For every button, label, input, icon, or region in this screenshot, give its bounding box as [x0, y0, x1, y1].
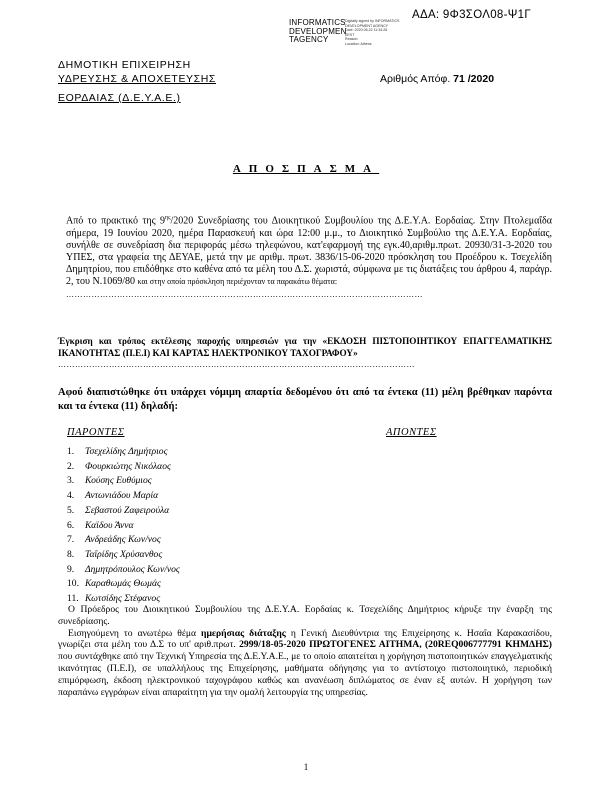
intro-sup: ης: [164, 215, 171, 221]
decision-number: [380, 73, 494, 85]
list-item: 1. Τσεχελίδης Δημήτριος: [67, 446, 168, 457]
signature-line: TAGENCY: [289, 35, 329, 45]
list-item: 5. Σεβαστού Ζαφειρούλα: [67, 504, 170, 516]
closing-p1: Ο Πρόεδρος του Διοικητικού Συμβουλίου της Δ.Ε.Υ.Α. Εορδαίας κ. Τσεχελίδης Δημήτριος κήρυξε την έναρξη της συνεδρίασης.: [58, 604, 552, 627]
intro-part1: Από το πρακτικό της 9: [66, 215, 165, 227]
list-item: 3. Κούσης Ευθύμιος: [67, 475, 152, 487]
organization-line-3: ΕΟΡΔΑΙΑΣ (Δ.Ε.Υ.Α.Ε.): [58, 92, 181, 104]
organization-line-2: ΥΔΡΕΥΣΗΣ & ΑΠΟΧΕΤΕΥΣΗΣ: [58, 73, 217, 85]
signature-detail: DEVELOPMENT AGENCY: [345, 23, 389, 28]
ada-code: ΑΔΑ: 9Φ3ΣΟΛ08-Ψ1Γ: [412, 9, 531, 21]
closing-paragraphs: [58, 604, 552, 698]
signature-line: DEVELOPMEN: [289, 26, 347, 36]
dots-separator-1: ………………………………………………………………………………………………………………: [66, 289, 423, 299]
signature-line: INFORMATICS: [289, 18, 346, 27]
subject-paragraph: [58, 335, 552, 371]
decision-label: Αριθμός Απόφ.: [380, 73, 451, 85]
list-item: 9. Δημητρόπουλος Κων/νος: [67, 563, 180, 575]
list-item: 7. Ανδρεάδης Κων/νος: [67, 534, 161, 546]
list-item: 10. Καραθωμάς Θωμάς: [67, 578, 161, 590]
present-header: ΠΑΡΟΝΤΕΣ: [67, 427, 125, 438]
closing-p2: Εισηγούμενη το ανωτέρω θέμα ημερήσιας διάταξης η Γενική Διευθύντρια της Επιχείρησης κ. Ησαΐα Καρακασίδου, γνωρίζει στα μέλη του Δ.Σ το υπ' αριθ.πρωτ. 2999/18-05-2020 ΠΡΩΤΟΓΕΝΕΣ ΑΙΤΗΜΑ, (20REQ006777791 ΚΗΜΔΗΣ) που συντάχθηκε από την Τεχνική Υπηρεσία της Δ.Ε.Υ.Α.Ε., με το οποίο απαιτείται η χορήγηση πιστοποιητικών επαγγελματικής ικανότητας (Π.Ε.Ι), σε υπαλλήλους της Επιχείρησης, μαθήματα οδήγησης για το αντίστοιχο πιστοποιητικό, περιοδική επιμόρφωση, έκδοση ηλεκτρονικού ταχογράφου καθώς και ανανέωση διπλώματος σε έναν εξ αυτών. Η χορήγηση των παραπάνω εγγράφων είναι απαραίτητη για την ομαλή λειτουργία της υπηρεσίας.: [58, 627, 553, 698]
signature-detail: Digitally signed by INFORMATICS: [345, 19, 400, 23]
page-title: ΑΠΟΣΠΑΣΜΑ: [232, 163, 380, 175]
signature-detail: Date: 2020.06.22 11:34:26: [345, 28, 388, 33]
signature-stamp-details: [345, 19, 399, 47]
list-item: 11. Κωτσίδης Στέφανος: [67, 593, 161, 605]
subject-text: Έγκριση και τρόπος εκτέλεσης παροχής υπηρεσιών για την «ΕΚΔΟΣΗ ΠΙΣΤΟΠΟΙΗΤΙΚΟΥ ΕΠΑΓΓΕΛΜΑΤΙΚΗΣ ΙΚΑΝΟΤΗΤΑΣ (Π.Ε.Ι) ΚΑΙ ΚΑΡΤΑΣ ΗΛΕΚΤΡΟΝΙΚΟΥ ΤΑΧΟΓΡΑΦΟΥ»: [58, 336, 552, 358]
list-item: 2. Φουρκιώτης Νικόλαος: [67, 460, 171, 472]
decision-value: 71 /2020: [453, 73, 495, 85]
dots-separator-2: ………………………………………………………………………………………………………………: [58, 360, 415, 369]
signature-detail: EEST: [345, 32, 355, 37]
members-list: [67, 445, 180, 607]
absent-header: ΑΠΟΝΤΕΣ: [386, 427, 437, 438]
list-item: 8. Ταΐρίδης Χρύσανθος: [67, 548, 163, 560]
signature-stamp-name: [289, 19, 347, 45]
page-number: 1: [303, 762, 309, 772]
signature-detail: Reason:: [345, 37, 359, 42]
organization-line-1: ΔΗΜΟΤΙΚΗ ΕΠΙΧΕΙΡΗΣΗ: [58, 59, 191, 71]
quorum-paragraph: Αφού διαπιστώθηκε ότι υπάρχει νόμιμη απαρτία δεδομένου ότι από τα έντεκα (11) μέλη βρέθηκαν παρόντα και τα έντεκα (11) δηλαδή:: [58, 387, 552, 412]
intro-paragraph: [66, 212, 552, 301]
list-item: 6. Καϊδου Άννα: [67, 519, 134, 531]
intro-part2: /2020 Συνεδρίασης του Διοικητικού Συμβουλίου της Δ.Ε.Υ.Α. Εορδαίας. Στην Πτολεμαΐδα σήμερα, 19 Ιουνίου 2020, ημέρα Παρασκευή και ώρα 12:00 μ.μ., το Διοικητικό Συμβούλιο της Δ.Ε.Υ.Α. Εορδαίας, συνήλθε σε συνεδρίαση δια περιφοράς μέσω τηλεφώνου, κατ'εφαρμογή της εγκ.40,αριθμ.πρωτ. 20930/31-3-2020 του ΥΠΕΣ, στα γραφεία της ΔΕΥΑΕ, μετά την με αριθμ. πρωτ. 3836/15-06-2020 πρόσκληση του Προέδρου κ. Τσεχελίδη Δημητρίου, που επιδόθηκε στο καθένα από τα μέλη του Δ.Σ. χωριστά, σύμφωνα με τις διατάξεις του άρθρου 4, παράγρ. 2, του Ν.1069/80: [66, 215, 553, 288]
signature-detail: Location: Athens: [345, 41, 372, 46]
list-item: 4. Αντωνιάδου Μαρία: [67, 490, 159, 502]
intro-small: και στην οποία πρόσκληση περιέχονταν τα παρακάτω θέματα:: [137, 277, 338, 287]
